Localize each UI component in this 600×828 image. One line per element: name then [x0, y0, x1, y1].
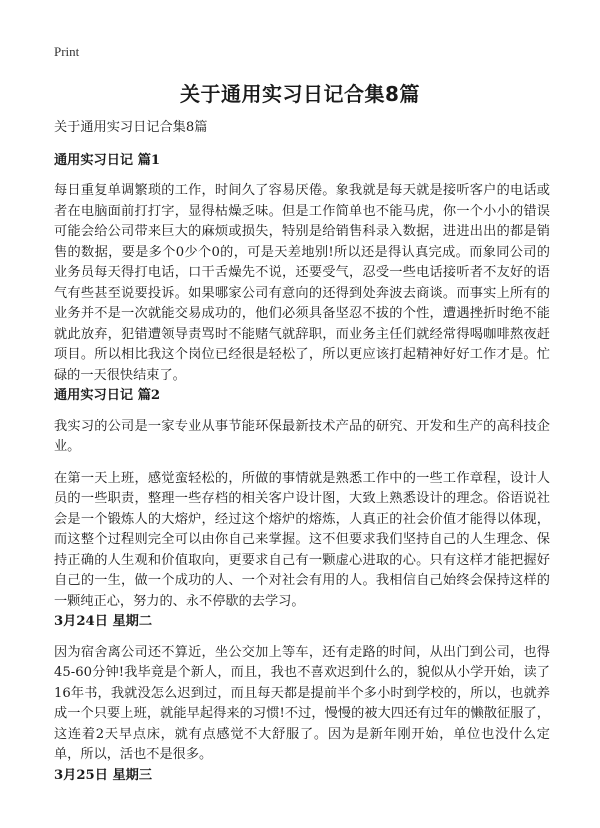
- section-paragraph: 我实习的公司是一家专业从事节能环保最新技术产品的研究、开发和生产的高科技企业。: [54, 418, 550, 454]
- section-heading: 通用实习日记 篇1: [54, 152, 161, 168]
- section-paragraph: 因为宿舍离公司还不算近，坐公交加上等车，还有走路的时间，从出门到公司，也得45-60分钟!我毕竟是个新人，而且，我也不喜欢迟到什么的，貌似从小学开始，读了16年书，我就没怎么迟到过，而且每天都是提前半个多小时到学校的，所以，也就养成一个只要上班，就能早起得来的习惯!不过，慢慢的被大四还有过年的懒散征服了，这连着2天早点床，就有点感觉不大舒服了。因为是新年刚开始，单位也没什么定单，所以，活也不是很多。: [54, 644, 550, 762]
- document-subtitle: 关于通用实习日记合集8篇: [54, 120, 208, 135]
- section-3: [54, 612, 550, 766]
- section-paragraph: 每日重复单调繁琐的工作，时间久了容易厌倦。象我就是每天就是接听客户的电话或者在电脑面前打打字，显得枯燥乏味。但是工作简单也不能马虎，你一个小小的错误可能会给公司带来巨大的麻烦或损失，特别是给销售科录入数据，进进出出的都是销售的数据，要是多个0少个0的，可是天差地别!所以还是得认真完成。而象同公司的业务员每天得打电话，口干舌燥先不说，还要受气，忍受一些电话接听者不友好的语气有些甚至说要投诉。如果哪家公司有意向的还得到处奔波去商谈。而事实上所有的业务并不是一次就能交易成功的，他们必须具备坚忍不拔的个性，遭遇挫折时绝不能就此放弃，犯错遭领导责骂时不能赌气就辞职，而业务主任们就经常得喝咖啡熬夜赶项目。所以相比我这个岗位已经很是轻松了，所以更应该打起精神好好工作才是。忙碌的一天很快结束了。: [54, 183, 550, 383]
- section-1: [54, 151, 550, 387]
- section-heading: 3月24日 星期二: [54, 614, 153, 629]
- section-4: [54, 766, 550, 787]
- document-title: 关于通用实习日记合集8篇: [180, 82, 420, 106]
- section-heading: 3月25日 星期三: [54, 767, 153, 783]
- print-label: Print: [54, 44, 80, 59]
- section-2: [54, 386, 550, 612]
- section-paragraph: 在第一天上班，感觉蛮轻松的，所做的事情就是熟悉工作中的一些工作章程，设计人员的一些职责，整理一些存档的相关客户设计图，大致上熟悉设计的理念。俗语说社会是一个锻炼人的大熔炉，经过这个熔炉的熔炼，人真正的社会价值才能得以体现，而这整个过程则完全可以由你自己来掌握。这不但要求我们坚持自己的人生理念、保持正确的人生观和价值取向，更要求自己有一颗虚心进取的心。只有这样才能把握好自己的一生，做一个成功的人、一个对社会有用的人。我相信自己始终会保持这样的一颗纯正心，努力的、永不停歇的去学习。: [54, 470, 550, 609]
- document-body: [54, 118, 550, 796]
- section-heading: 通用实习日记 篇2: [54, 388, 161, 403]
